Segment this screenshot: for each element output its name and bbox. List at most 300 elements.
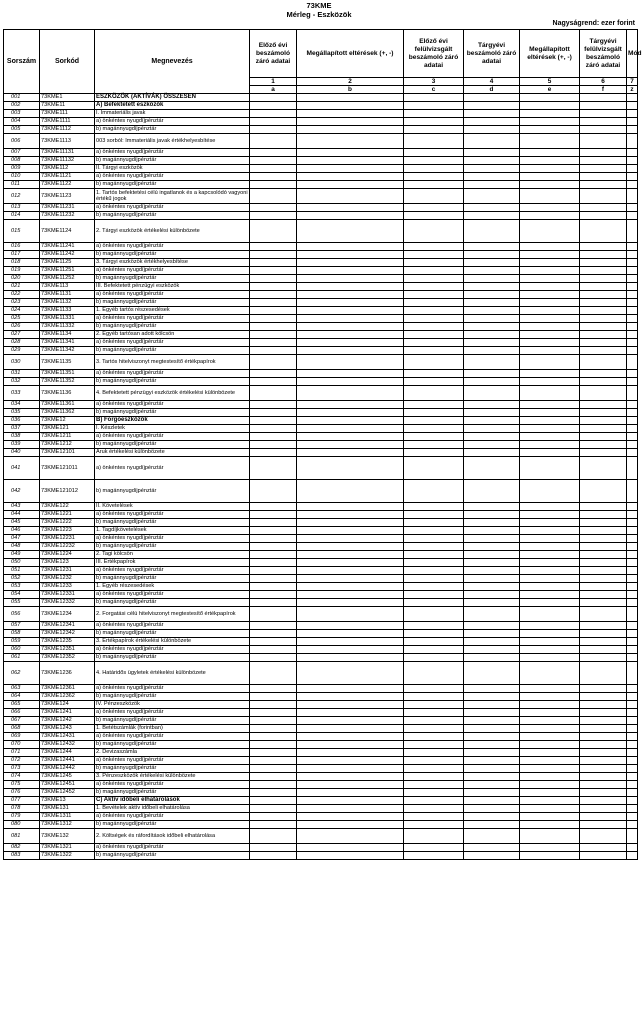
- value-cell[interactable]: [464, 511, 520, 519]
- value-cell[interactable]: [464, 773, 520, 781]
- value-cell[interactable]: [520, 204, 580, 212]
- value-cell[interactable]: [297, 102, 404, 110]
- value-cell[interactable]: [404, 204, 464, 212]
- value-cell[interactable]: [404, 559, 464, 567]
- value-cell[interactable]: [520, 283, 580, 291]
- value-cell[interactable]: [250, 789, 297, 797]
- value-cell[interactable]: [404, 630, 464, 638]
- value-cell[interactable]: [580, 599, 627, 607]
- value-cell[interactable]: [580, 386, 627, 401]
- value-cell[interactable]: [580, 449, 627, 457]
- value-cell[interactable]: [297, 607, 404, 622]
- value-cell[interactable]: [250, 315, 297, 323]
- value-cell[interactable]: [627, 805, 638, 813]
- value-cell[interactable]: [250, 749, 297, 757]
- value-cell[interactable]: [580, 630, 627, 638]
- value-cell[interactable]: [404, 433, 464, 441]
- value-cell[interactable]: [250, 662, 297, 685]
- value-cell[interactable]: [520, 805, 580, 813]
- value-cell[interactable]: [580, 480, 627, 503]
- value-cell[interactable]: [627, 599, 638, 607]
- value-cell[interactable]: [297, 323, 404, 331]
- value-cell[interactable]: [627, 370, 638, 378]
- value-cell[interactable]: [520, 749, 580, 757]
- value-cell[interactable]: [250, 339, 297, 347]
- value-cell[interactable]: [627, 773, 638, 781]
- value-cell[interactable]: [297, 165, 404, 173]
- value-cell[interactable]: [464, 559, 520, 567]
- value-cell[interactable]: [580, 433, 627, 441]
- value-cell[interactable]: [404, 701, 464, 709]
- value-cell[interactable]: [297, 118, 404, 126]
- value-cell[interactable]: [250, 94, 297, 102]
- value-cell[interactable]: [250, 646, 297, 654]
- value-cell[interactable]: [580, 299, 627, 307]
- value-cell[interactable]: [297, 717, 404, 725]
- value-cell[interactable]: [297, 157, 404, 165]
- value-cell[interactable]: [250, 559, 297, 567]
- value-cell[interactable]: [250, 425, 297, 433]
- value-cell[interactable]: [464, 433, 520, 441]
- value-cell[interactable]: [404, 685, 464, 693]
- value-cell[interactable]: [464, 283, 520, 291]
- value-cell[interactable]: [404, 299, 464, 307]
- value-cell[interactable]: [580, 259, 627, 267]
- value-cell[interactable]: [250, 733, 297, 741]
- value-cell[interactable]: [464, 852, 520, 860]
- value-cell[interactable]: [404, 781, 464, 789]
- value-cell[interactable]: [297, 821, 404, 829]
- value-cell[interactable]: [464, 693, 520, 701]
- value-cell[interactable]: [520, 559, 580, 567]
- value-cell[interactable]: [250, 503, 297, 511]
- value-cell[interactable]: [404, 749, 464, 757]
- value-cell[interactable]: [250, 378, 297, 386]
- value-cell[interactable]: [580, 789, 627, 797]
- value-cell[interactable]: [464, 717, 520, 725]
- value-cell[interactable]: [250, 331, 297, 339]
- value-cell[interactable]: [464, 646, 520, 654]
- value-cell[interactable]: [297, 749, 404, 757]
- value-cell[interactable]: [464, 189, 520, 204]
- value-cell[interactable]: [627, 433, 638, 441]
- value-cell[interactable]: [627, 781, 638, 789]
- value-cell[interactable]: [520, 457, 580, 480]
- value-cell[interactable]: [580, 220, 627, 243]
- value-cell[interactable]: [627, 765, 638, 773]
- value-cell[interactable]: [464, 725, 520, 733]
- value-cell[interactable]: [520, 503, 580, 511]
- value-cell[interactable]: [580, 773, 627, 781]
- value-cell[interactable]: [297, 417, 404, 425]
- value-cell[interactable]: [250, 638, 297, 646]
- value-cell[interactable]: [627, 567, 638, 575]
- value-cell[interactable]: [250, 607, 297, 622]
- value-cell[interactable]: [297, 543, 404, 551]
- value-cell[interactable]: [404, 386, 464, 401]
- value-cell[interactable]: [464, 503, 520, 511]
- value-cell[interactable]: [297, 741, 404, 749]
- value-cell[interactable]: [464, 275, 520, 283]
- value-cell[interactable]: [297, 347, 404, 355]
- value-cell[interactable]: [627, 401, 638, 409]
- value-cell[interactable]: [627, 441, 638, 449]
- value-cell[interactable]: [627, 378, 638, 386]
- value-cell[interactable]: [404, 575, 464, 583]
- value-cell[interactable]: [404, 709, 464, 717]
- value-cell[interactable]: [404, 622, 464, 630]
- value-cell[interactable]: [404, 259, 464, 267]
- value-cell[interactable]: [464, 709, 520, 717]
- value-cell[interactable]: [520, 173, 580, 181]
- value-cell[interactable]: [627, 331, 638, 339]
- value-cell[interactable]: [520, 622, 580, 630]
- value-cell[interactable]: [404, 449, 464, 457]
- value-cell[interactable]: [580, 717, 627, 725]
- value-cell[interactable]: [580, 118, 627, 126]
- value-cell[interactable]: [404, 417, 464, 425]
- value-cell[interactable]: [464, 355, 520, 370]
- value-cell[interactable]: [580, 243, 627, 251]
- value-cell[interactable]: [297, 355, 404, 370]
- value-cell[interactable]: [404, 425, 464, 433]
- value-cell[interactable]: [464, 181, 520, 189]
- value-cell[interactable]: [464, 134, 520, 149]
- value-cell[interactable]: [464, 622, 520, 630]
- value-cell[interactable]: [404, 173, 464, 181]
- value-cell[interactable]: [297, 134, 404, 149]
- value-cell[interactable]: [580, 733, 627, 741]
- value-cell[interactable]: [464, 781, 520, 789]
- value-cell[interactable]: [627, 821, 638, 829]
- value-cell[interactable]: [297, 591, 404, 599]
- value-cell[interactable]: [250, 829, 297, 844]
- value-cell[interactable]: [627, 425, 638, 433]
- value-cell[interactable]: [297, 527, 404, 535]
- value-cell[interactable]: [250, 355, 297, 370]
- value-cell[interactable]: [627, 813, 638, 821]
- value-cell[interactable]: [627, 662, 638, 685]
- value-cell[interactable]: [404, 821, 464, 829]
- value-cell[interactable]: [250, 821, 297, 829]
- value-cell[interactable]: [250, 386, 297, 401]
- value-cell[interactable]: [297, 733, 404, 741]
- value-cell[interactable]: [464, 480, 520, 503]
- value-cell[interactable]: [297, 852, 404, 860]
- value-cell[interactable]: [297, 126, 404, 134]
- value-cell[interactable]: [404, 733, 464, 741]
- value-cell[interactable]: [520, 821, 580, 829]
- value-cell[interactable]: [250, 575, 297, 583]
- value-cell[interactable]: [520, 591, 580, 599]
- value-cell[interactable]: [250, 204, 297, 212]
- value-cell[interactable]: [627, 607, 638, 622]
- value-cell[interactable]: [297, 630, 404, 638]
- value-cell[interactable]: [250, 630, 297, 638]
- value-cell[interactable]: [520, 511, 580, 519]
- value-cell[interactable]: [580, 781, 627, 789]
- value-cell[interactable]: [250, 511, 297, 519]
- value-cell[interactable]: [297, 575, 404, 583]
- value-cell[interactable]: [297, 339, 404, 347]
- value-cell[interactable]: [464, 267, 520, 275]
- value-cell[interactable]: [250, 149, 297, 157]
- value-cell[interactable]: [464, 307, 520, 315]
- value-cell[interactable]: [297, 765, 404, 773]
- value-cell[interactable]: [404, 693, 464, 701]
- value-cell[interactable]: [464, 449, 520, 457]
- value-cell[interactable]: [404, 503, 464, 511]
- value-cell[interactable]: [250, 741, 297, 749]
- value-cell[interactable]: [580, 805, 627, 813]
- value-cell[interactable]: [520, 583, 580, 591]
- value-cell[interactable]: [627, 701, 638, 709]
- value-cell[interactable]: [404, 283, 464, 291]
- value-cell[interactable]: [464, 662, 520, 685]
- value-cell[interactable]: [250, 401, 297, 409]
- value-cell[interactable]: [580, 638, 627, 646]
- value-cell[interactable]: [464, 291, 520, 299]
- value-cell[interactable]: [464, 243, 520, 251]
- value-cell[interactable]: [520, 370, 580, 378]
- value-cell[interactable]: [580, 425, 627, 433]
- value-cell[interactable]: [580, 725, 627, 733]
- value-cell[interactable]: [580, 685, 627, 693]
- value-cell[interactable]: [627, 559, 638, 567]
- value-cell[interactable]: [580, 852, 627, 860]
- value-cell[interactable]: [520, 251, 580, 259]
- value-cell[interactable]: [404, 323, 464, 331]
- value-cell[interactable]: [580, 370, 627, 378]
- value-cell[interactable]: [250, 701, 297, 709]
- value-cell[interactable]: [627, 693, 638, 701]
- value-cell[interactable]: [250, 417, 297, 425]
- value-cell[interactable]: [464, 94, 520, 102]
- value-cell[interactable]: [464, 638, 520, 646]
- value-cell[interactable]: [520, 813, 580, 821]
- value-cell[interactable]: [464, 630, 520, 638]
- value-cell[interactable]: [404, 646, 464, 654]
- value-cell[interactable]: [520, 567, 580, 575]
- value-cell[interactable]: [627, 251, 638, 259]
- value-cell[interactable]: [520, 527, 580, 535]
- value-cell[interactable]: [520, 433, 580, 441]
- value-cell[interactable]: [250, 243, 297, 251]
- value-cell[interactable]: [297, 725, 404, 733]
- value-cell[interactable]: [250, 323, 297, 331]
- value-cell[interactable]: [520, 773, 580, 781]
- value-cell[interactable]: [297, 457, 404, 480]
- value-cell[interactable]: [520, 646, 580, 654]
- value-cell[interactable]: [297, 829, 404, 844]
- value-cell[interactable]: [520, 425, 580, 433]
- value-cell[interactable]: [404, 94, 464, 102]
- value-cell[interactable]: [250, 212, 297, 220]
- value-cell[interactable]: [580, 204, 627, 212]
- value-cell[interactable]: [297, 299, 404, 307]
- value-cell[interactable]: [250, 299, 297, 307]
- value-cell[interactable]: [580, 646, 627, 654]
- value-cell[interactable]: [404, 251, 464, 259]
- value-cell[interactable]: [580, 102, 627, 110]
- value-cell[interactable]: [520, 789, 580, 797]
- value-cell[interactable]: [250, 543, 297, 551]
- value-cell[interactable]: [297, 844, 404, 852]
- value-cell[interactable]: [250, 118, 297, 126]
- value-cell[interactable]: [520, 307, 580, 315]
- value-cell[interactable]: [580, 519, 627, 527]
- value-cell[interactable]: [250, 591, 297, 599]
- value-cell[interactable]: [520, 243, 580, 251]
- value-cell[interactable]: [464, 220, 520, 243]
- value-cell[interactable]: [250, 567, 297, 575]
- value-cell[interactable]: [250, 126, 297, 134]
- value-cell[interactable]: [520, 189, 580, 204]
- value-cell[interactable]: [520, 110, 580, 118]
- value-cell[interactable]: [520, 844, 580, 852]
- value-cell[interactable]: [297, 559, 404, 567]
- value-cell[interactable]: [250, 773, 297, 781]
- value-cell[interactable]: [250, 347, 297, 355]
- value-cell[interactable]: [627, 449, 638, 457]
- value-cell[interactable]: [627, 511, 638, 519]
- value-cell[interactable]: [250, 519, 297, 527]
- value-cell[interactable]: [580, 844, 627, 852]
- value-cell[interactable]: [297, 204, 404, 212]
- value-cell[interactable]: [520, 725, 580, 733]
- value-cell[interactable]: [520, 102, 580, 110]
- value-cell[interactable]: [520, 781, 580, 789]
- value-cell[interactable]: [580, 307, 627, 315]
- value-cell[interactable]: [464, 535, 520, 543]
- value-cell[interactable]: [464, 299, 520, 307]
- value-cell[interactable]: [464, 543, 520, 551]
- value-cell[interactable]: [250, 259, 297, 267]
- value-cell[interactable]: [464, 386, 520, 401]
- value-cell[interactable]: [464, 567, 520, 575]
- value-cell[interactable]: [404, 157, 464, 165]
- value-cell[interactable]: [627, 725, 638, 733]
- value-cell[interactable]: [250, 527, 297, 535]
- value-cell[interactable]: [627, 685, 638, 693]
- value-cell[interactable]: [297, 173, 404, 181]
- value-cell[interactable]: [520, 701, 580, 709]
- value-cell[interactable]: [250, 797, 297, 805]
- value-cell[interactable]: [297, 662, 404, 685]
- value-cell[interactable]: [250, 449, 297, 457]
- value-cell[interactable]: [404, 535, 464, 543]
- value-cell[interactable]: [580, 401, 627, 409]
- value-cell[interactable]: [520, 829, 580, 844]
- value-cell[interactable]: [520, 378, 580, 386]
- value-cell[interactable]: [580, 693, 627, 701]
- value-cell[interactable]: [580, 749, 627, 757]
- value-cell[interactable]: [627, 157, 638, 165]
- value-cell[interactable]: [404, 134, 464, 149]
- value-cell[interactable]: [464, 685, 520, 693]
- value-cell[interactable]: [297, 283, 404, 291]
- value-cell[interactable]: [627, 733, 638, 741]
- value-cell[interactable]: [520, 717, 580, 725]
- value-cell[interactable]: [250, 535, 297, 543]
- value-cell[interactable]: [520, 519, 580, 527]
- value-cell[interactable]: [627, 480, 638, 503]
- value-cell[interactable]: [580, 701, 627, 709]
- value-cell[interactable]: [297, 251, 404, 259]
- value-cell[interactable]: [297, 693, 404, 701]
- value-cell[interactable]: [250, 275, 297, 283]
- value-cell[interactable]: [404, 741, 464, 749]
- value-cell[interactable]: [464, 370, 520, 378]
- value-cell[interactable]: [404, 291, 464, 299]
- value-cell[interactable]: [297, 805, 404, 813]
- value-cell[interactable]: [464, 591, 520, 599]
- value-cell[interactable]: [627, 102, 638, 110]
- value-cell[interactable]: [520, 441, 580, 449]
- value-cell[interactable]: [297, 110, 404, 118]
- value-cell[interactable]: [404, 654, 464, 662]
- value-cell[interactable]: [404, 765, 464, 773]
- value-cell[interactable]: [250, 480, 297, 503]
- value-cell[interactable]: [297, 638, 404, 646]
- value-cell[interactable]: [404, 805, 464, 813]
- value-cell[interactable]: [297, 212, 404, 220]
- value-cell[interactable]: [580, 347, 627, 355]
- value-cell[interactable]: [404, 527, 464, 535]
- value-cell[interactable]: [404, 844, 464, 852]
- value-cell[interactable]: [580, 567, 627, 575]
- value-cell[interactable]: [627, 654, 638, 662]
- value-cell[interactable]: [580, 323, 627, 331]
- value-cell[interactable]: [580, 559, 627, 567]
- value-cell[interactable]: [297, 189, 404, 204]
- value-cell[interactable]: [464, 102, 520, 110]
- value-cell[interactable]: [404, 370, 464, 378]
- value-cell[interactable]: [580, 251, 627, 259]
- value-cell[interactable]: [297, 449, 404, 457]
- value-cell[interactable]: [297, 401, 404, 409]
- value-cell[interactable]: [297, 480, 404, 503]
- value-cell[interactable]: [627, 220, 638, 243]
- value-cell[interactable]: [404, 275, 464, 283]
- value-cell[interactable]: [297, 511, 404, 519]
- value-cell[interactable]: [580, 821, 627, 829]
- value-cell[interactable]: [250, 654, 297, 662]
- value-cell[interactable]: [464, 789, 520, 797]
- value-cell[interactable]: [297, 789, 404, 797]
- value-cell[interactable]: [250, 189, 297, 204]
- value-cell[interactable]: [580, 134, 627, 149]
- value-cell[interactable]: [464, 173, 520, 181]
- value-cell[interactable]: [520, 134, 580, 149]
- value-cell[interactable]: [627, 717, 638, 725]
- value-cell[interactable]: [404, 638, 464, 646]
- value-cell[interactable]: [627, 267, 638, 275]
- value-cell[interactable]: [580, 591, 627, 599]
- value-cell[interactable]: [464, 401, 520, 409]
- value-cell[interactable]: [404, 110, 464, 118]
- value-cell[interactable]: [580, 267, 627, 275]
- value-cell[interactable]: [297, 386, 404, 401]
- value-cell[interactable]: [404, 165, 464, 173]
- value-cell[interactable]: [627, 551, 638, 559]
- value-cell[interactable]: [250, 583, 297, 591]
- value-cell[interactable]: [627, 173, 638, 181]
- value-cell[interactable]: [580, 378, 627, 386]
- value-cell[interactable]: [297, 781, 404, 789]
- value-cell[interactable]: [580, 543, 627, 551]
- value-cell[interactable]: [627, 543, 638, 551]
